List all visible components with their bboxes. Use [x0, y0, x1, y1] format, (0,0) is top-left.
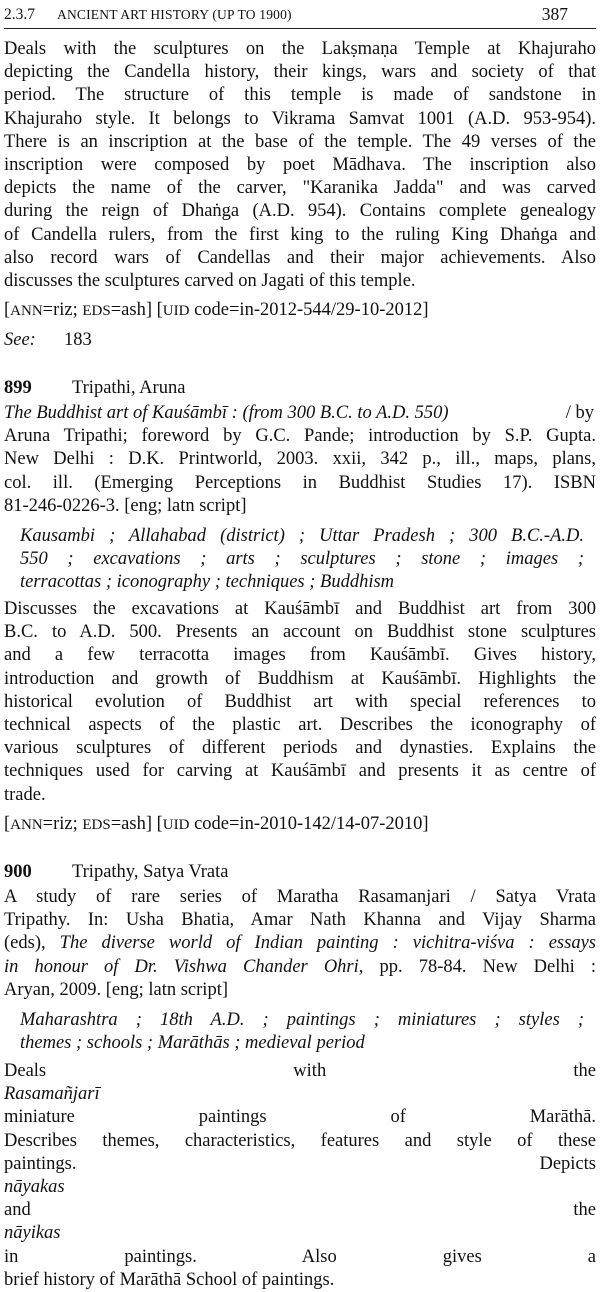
abstract-text: and the — [4, 1200, 596, 1221]
abstract-line: techniques used for carving at Kauśāmbī and presents it as centre of — [4, 761, 596, 782]
eds-label: EDS — [82, 817, 111, 833]
abstract-line: Describes themes, characteristics, features and style of these — [4, 1130, 596, 1151]
ann-label: ANN — [10, 303, 43, 319]
abstract-line: introduction and growth of Buddhism at Kauśāmbī. Highlights the — [4, 668, 596, 689]
entry-900-keywords — [20, 1009, 584, 1055]
citation-title-line — [4, 402, 596, 425]
abstract-italic: nāyakas — [4, 1177, 65, 1198]
abstract-line: Discusses the excavations at Kauśāmbī and Buddhist art from 300 — [4, 599, 596, 619]
page-header — [4, 4, 596, 29]
abstract-text: in paintings. Also gives a — [4, 1246, 596, 1267]
abstract-line: historical evolution of Buddhist art with special references to — [4, 691, 596, 712]
abstract-italic: Rasamañjarī — [4, 1084, 100, 1105]
ann-value: =riz; — [42, 814, 83, 834]
abstract-line: period. The structure of this temple is made of sandstone in — [4, 85, 596, 106]
page-number: 387 — [541, 4, 568, 24]
entry-899-keywords — [20, 525, 584, 595]
abstract-line: B.C. to A.D. 500. Presents an account on Buddhist stone sculptures — [4, 622, 596, 643]
entry-author: Tripathy, Satya Vrata — [72, 862, 229, 882]
citation-line: Tripathy. In: Usha Bhatia, Amar Nath Khanna and Vijay Sharma — [4, 910, 596, 931]
abstract-line: depicting the Candella history, their kings, wars and society of that — [4, 62, 596, 83]
entry-number: 899 — [4, 378, 32, 398]
entry-899-citation — [4, 402, 596, 518]
eds-value: =ash] [ — [110, 814, 163, 834]
keyword-line: Kausambi ; Allahabad (district) ; Uttar Pradesh ; 300 B.C.-A.D. — [20, 526, 584, 546]
keyword-line: 550 ; excavations ; arts ; sculptures ; stone ; images ; — [20, 549, 584, 570]
citation-line: Aryan, 2009. [eng; latn script] — [4, 979, 228, 1000]
abstract-text: paintings. Depicts — [4, 1153, 596, 1174]
ann-label: ANN — [10, 817, 43, 833]
entry-author: Tripathi, Aruna — [72, 378, 186, 398]
abstract-line: Khajuraho style. It belongs to Vikrama Samvat 1001 (A.D. 953-954). — [4, 108, 596, 129]
uid-value: code=in-2012-544/29-10-2012] — [189, 300, 429, 320]
abstract-line: brief history of Marāthā School of paintings. — [4, 1269, 335, 1290]
abstract-line: of Candella rulers, from the first king to the ruling King Dhaṅga and — [4, 224, 596, 245]
citation-line: A study of rare series of Maratha Rasamanjari / Satya Vrata — [4, 887, 596, 907]
keyword-line: Maharashtra ; 18th A.D. ; paintings ; miniatures ; styles ; — [20, 1010, 584, 1030]
bracket: [ — [4, 814, 11, 834]
abstract-line: There is an inscription at the base of the temple. The 49 verses of the — [4, 131, 596, 152]
see-label: See: — [4, 330, 36, 350]
ann-value: =riz; — [42, 300, 83, 320]
abstract-line: depicts the name of the carver, "Karanika Jadda" and was carved — [4, 178, 596, 199]
abstract-line: inscription were composed by poet Mādhava. The inscription also — [4, 155, 596, 176]
title-slash: / by — [565, 403, 594, 423]
entry-number: 900 — [4, 862, 32, 882]
abstract-text: miniature paintings of Marāthā. — [4, 1107, 596, 1128]
entry-898-annotation — [4, 300, 429, 321]
entry-900-citation — [4, 886, 596, 1002]
entry-898-abstract — [4, 38, 596, 293]
abstract-line — [4, 1153, 596, 1269]
keyword-line: terracottas ; iconography ; techniques ; Buddhism — [20, 572, 395, 593]
abstract-line: and a few terracotta images from Kauśāmbī. Gives history, — [4, 645, 596, 666]
bracket: [ — [4, 300, 11, 320]
abstract-line — [4, 1060, 596, 1130]
book-title: The Buddhist art of Kauśāmbī : (from 300 B.C. to A.D. 550) — [4, 403, 449, 423]
citation-line: Aruna Tripathi; foreword by G.C. Pande; introduction by S.P. Gupta. — [4, 426, 596, 447]
entry-899-abstract — [4, 598, 596, 807]
see-reference[interactable]: 183 — [64, 330, 92, 350]
citation-line: col. ill. (Emerging Perceptions in Buddhist Studies 17). ISBN — [4, 472, 596, 493]
citation-text: pp. 78-84. New Delhi : — [363, 956, 596, 977]
running-title: ANCIENT ART HISTORY (UP TO 1900) — [57, 7, 292, 22]
section-number: 2.3.7 — [4, 6, 35, 23]
keyword-line: themes ; schools ; Marāthās ; medieval period — [20, 1033, 365, 1054]
book-title: The diverse world of Indian painting : vichitra-viśva : essays — [59, 933, 596, 954]
abstract-text: Deals with the — [4, 1061, 596, 1081]
entry-899-annotation — [4, 814, 429, 835]
citation-line: 81-246-0226-3. [eng; latn script] — [4, 495, 247, 516]
abstract-line: discusses the sculptures carved on Jagati of this temple. — [4, 271, 416, 292]
book-title: in honour of Dr. Vishwa Chander Ohri, — [4, 956, 364, 977]
uid-value: code=in-2010-142/14-07-2010] — [189, 814, 429, 834]
abstract-line: Deals with the sculptures on the Lakṣmaṇa Temple at Khajuraho — [4, 39, 596, 59]
uid-label: UID — [162, 817, 190, 833]
eds-label: EDS — [82, 303, 111, 319]
uid-label: UID — [162, 303, 190, 319]
abstract-line: also record wars of Candellas and their major achievements. Also — [4, 247, 596, 268]
eds-value: =ash] [ — [110, 300, 163, 320]
abstract-line: various sculptures of different periods and dynasties. Explains the — [4, 738, 596, 759]
citation-line — [4, 956, 596, 979]
abstract-line: during the reign of Dhaṅga (A.D. 954). Contains complete genealogy — [4, 201, 596, 222]
abstract-italic: nāyikas — [4, 1223, 61, 1244]
citation-line — [4, 932, 596, 955]
citation-text: (eds), — [4, 933, 60, 954]
abstract-line: technical aspects of the plastic art. Describes the iconography of — [4, 715, 596, 736]
abstract-line: trade. — [4, 784, 46, 805]
citation-line: New Delhi : D.K. Printworld, 2003. xxii, 342 p., ill., maps, plans, — [4, 449, 596, 470]
entry-900-abstract — [4, 1060, 596, 1292]
